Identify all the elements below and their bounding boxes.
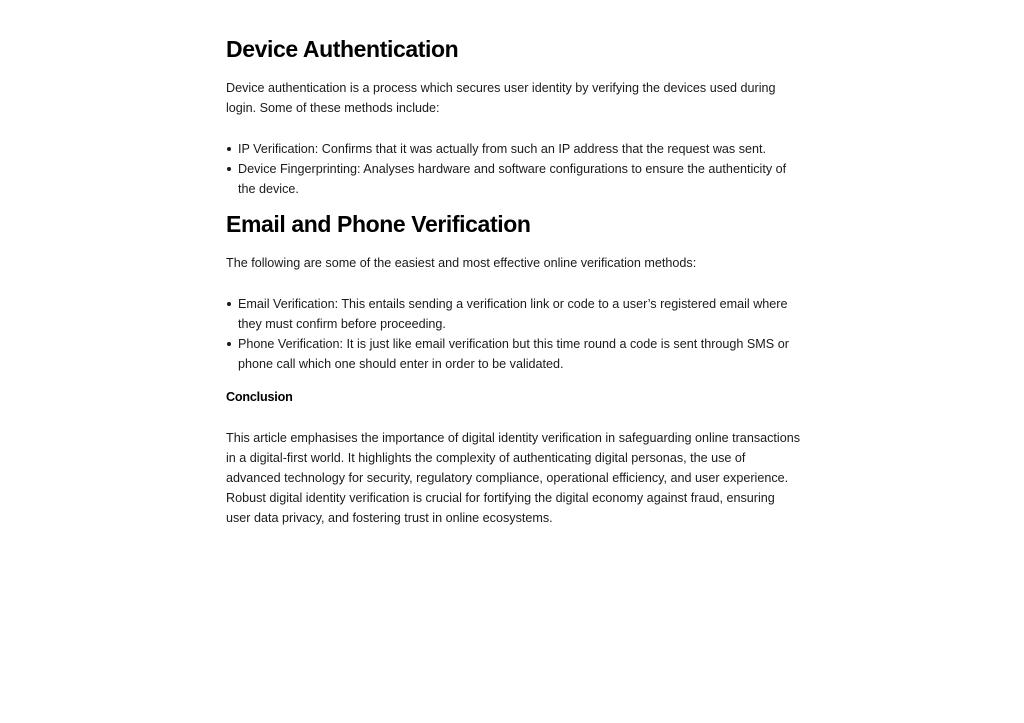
email-phone-verification-intro: The following are some of the easiest and most effective online verification methods: — [226, 256, 697, 270]
email-phone-verification-list — [226, 294, 802, 374]
conclusion-heading: Conclusion — [226, 390, 293, 404]
bullet-icon — [227, 147, 231, 151]
list-item — [238, 139, 802, 159]
list-item — [238, 334, 802, 374]
device-authentication-intro: Device authentication is a process which secures user identity by verifying the devices used during login. Some of these methods include: — [226, 81, 776, 115]
list-item-text: IP Verification: Confirms that it was actually from such an IP address that the request was sent. — [238, 142, 767, 156]
list-item — [238, 159, 802, 199]
conclusion-text: This article emphasises the importance of digital identity verification in safeguarding online transactions in a digital-first world. It highlights the complexity of authenticating digital personas, the use of advanced technology for security, regulatory compliance, operational efficiency, and user experience. Robust digital identity verification is crucial for fortifying the digital economy against fraud, ensuring user data privacy, and fostering trust in online ecosystems. — [226, 431, 801, 525]
email-phone-verification-heading: Email and Phone Verification — [226, 211, 531, 237]
device-authentication-heading: Device Authentication — [226, 36, 459, 62]
list-item — [238, 294, 802, 334]
bullet-icon — [227, 342, 231, 346]
bullet-icon — [227, 167, 231, 171]
bullet-icon — [227, 302, 231, 306]
device-authentication-list — [226, 139, 802, 199]
document-page — [226, 34, 802, 528]
list-item-text: Phone Verification: It is just like email verification but this time round a code is sent through SMS or phone call which one should enter in order to be validated. — [238, 337, 789, 371]
list-item-text: Device Fingerprinting: Analyses hardware and software configurations to ensure the authenticity of the device. — [238, 162, 787, 196]
list-item-text: Email Verification: This entails sending a verification link or code to a user’s registered email where they must confirm before proceeding. — [238, 297, 788, 331]
